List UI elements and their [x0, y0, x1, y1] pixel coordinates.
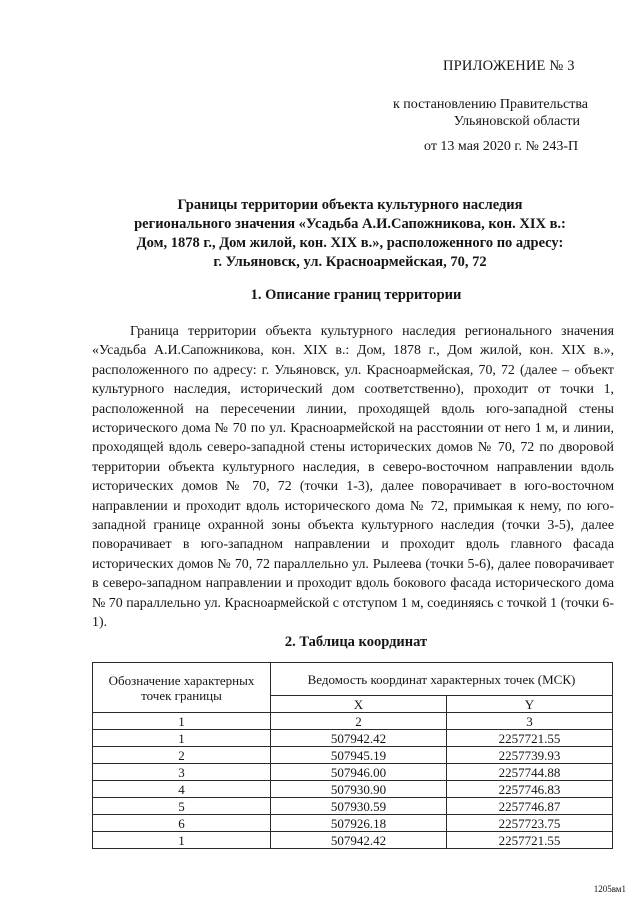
column-number-3: 3	[447, 713, 613, 730]
reference-line-2: Ульяновской области	[453, 114, 580, 129]
column-number-2: 2	[271, 713, 447, 730]
section-2-heading: 2. Таблица координат	[284, 634, 428, 650]
table-numbering-row	[93, 713, 613, 730]
table-row	[93, 764, 613, 781]
point-number: 5	[93, 798, 271, 815]
table-row	[93, 832, 613, 849]
table-row	[93, 798, 613, 815]
coordinate-y: 2257746.87	[447, 798, 613, 815]
document-code: 1205вм1	[593, 884, 626, 894]
coordinate-x: 507930.90	[271, 781, 447, 798]
header-x: X	[271, 696, 447, 713]
coordinate-x: 507945.19	[271, 747, 447, 764]
coordinate-x: 507926.18	[271, 815, 447, 832]
table-row	[93, 730, 613, 747]
document-title	[100, 196, 600, 272]
table-row	[93, 815, 613, 832]
coordinate-y: 2257744.88	[447, 764, 613, 781]
resolution-reference	[393, 96, 588, 130]
resolution-date: от 13 мая 2020 г. № 243-П	[424, 139, 579, 154]
appendix-label: ПРИЛОЖЕНИЕ № 3	[443, 58, 575, 74]
header-designation: Обозначение характерных точек границы	[93, 663, 271, 713]
coordinate-x: 507942.42	[271, 832, 447, 849]
header-y: Y	[447, 696, 613, 713]
column-number-1: 1	[93, 713, 271, 730]
title-line-4: г. Ульяновск, ул. Красноармейская, 70, 72	[213, 254, 487, 270]
section-1-heading: 1. Описание границ территории	[250, 287, 462, 303]
table-row	[93, 781, 613, 798]
coordinate-y: 2257721.55	[447, 832, 613, 849]
point-number: 6	[93, 815, 271, 832]
header-statement: Ведомость координат характерных точек (МСК)	[271, 663, 613, 696]
coordinate-y: 2257739.93	[447, 747, 613, 764]
table-row	[93, 747, 613, 764]
point-number: 4	[93, 781, 271, 798]
coordinates-table	[92, 662, 613, 849]
point-number: 1	[93, 730, 271, 747]
point-number: 2	[93, 747, 271, 764]
title-line-3: Дом, 1878 г., Дом жилой, кон. XIX в.», расположенного по адресу:	[136, 235, 564, 251]
reference-line-1: к постановлению Правительства	[392, 97, 588, 112]
coordinate-y: 2257723.75	[447, 815, 613, 832]
coordinate-x: 507930.59	[271, 798, 447, 815]
title-line-1: Границы территории объекта культурного наследия	[177, 197, 523, 213]
coordinate-x: 507942.42	[271, 730, 447, 747]
coordinate-x: 507946.00	[271, 764, 447, 781]
coordinate-y: 2257746.83	[447, 781, 613, 798]
title-line-2: регионального значения «Усадьба А.И.Сапожникова, кон. XIX в.:	[134, 216, 566, 232]
boundary-description: Граница территории объекта культурного наследия регионального значения «Усадьба А.И.Сапожникова, кон. XIX в.: Дом, 1878 г., Дом жилой, кон. XIX в.», расположенного по адресу: г. Ульяновск, ул. Красноармейская, 70, 72 (далее – объект культурного наследия, исторический дом соответственно), проходит от точки 1, расположенной на пересечении линии, проходящей вдоль юго-западной стены исторического дома № 70 по ул. Красноармейской на расстоянии от него 1 м, и линии, проходящей вдоль северо-западной стены исторических домов № 70, 72 по дворовой территории объекта культурного наследия, в северо-восточном направлении вдоль исторических домов № 70, 72 (точки 1-3), далее поворачивает в юго-восточном направлении и проходит вдоль исторического дома № 72, примыкая к нему, по юго-западной границе охранной зоны объекта культурного наследия (точки 3-5), далее поворачивает в юго-западном направлении и проходит вдоль главного фасада исторических домов № 70, 72 параллельно ул. Рылеева (точки 5-6), далее поворачивает в северо-западном направлении и проходит вдоль бокового фасада исторического дома № 70 параллельно ул. Красноармейской с отступом 1 м, соединяясь с точкой 1 (точки 6-1).	[92, 324, 614, 631]
point-number: 3	[93, 764, 271, 781]
coordinate-y: 2257721.55	[447, 730, 613, 747]
table-header-row	[93, 663, 613, 696]
point-number: 1	[93, 832, 271, 849]
